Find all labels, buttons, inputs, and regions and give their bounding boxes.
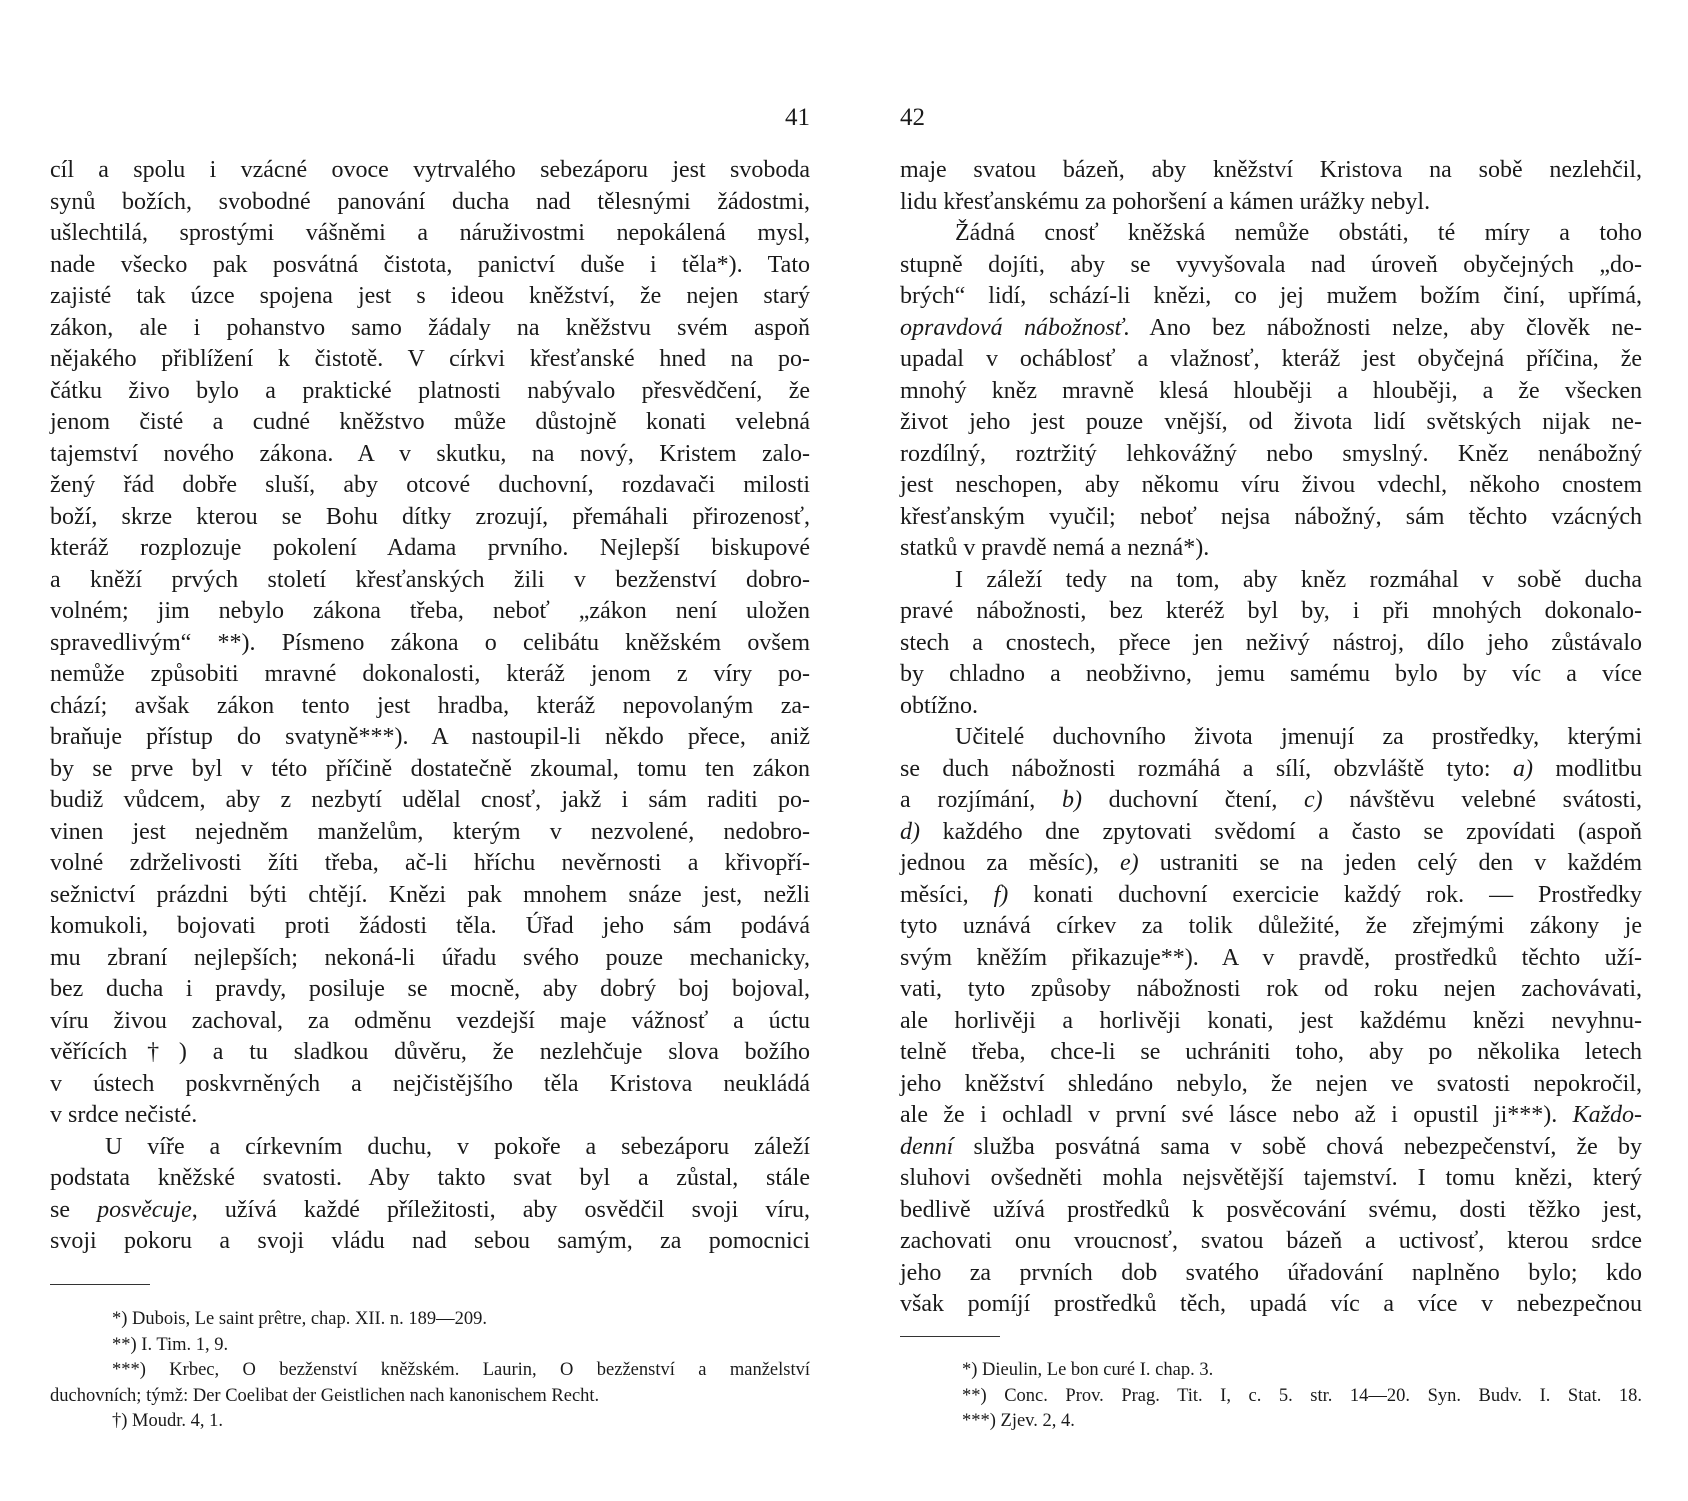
text-line: by chladno a neobživno, jemu samému bylo by víc a více <box>900 661 1642 687</box>
page-number: 41 <box>785 104 810 131</box>
text-line: volné zdrželivosti žíti třeba, ač-li hříchu nevěrnosti a křivopří- <box>50 850 810 876</box>
text-line <box>900 1100 1642 1132</box>
footnote: *) Dieulin, Le bon curé I. chap. 3. <box>962 1360 1214 1380</box>
text-line: I záleží tedy na tom, aby kněz rozmáhal v sobě ducha <box>955 566 1642 593</box>
footnote: †) Moudr. 4, 1. <box>112 1411 223 1431</box>
footnote: *) Dubois, Le saint prêtre, chap. XII. n. 189—209. <box>112 1309 488 1329</box>
text-line: mnohý kněz mravně klesá hlouběji a hlouběji, a že všecken <box>900 377 1642 404</box>
text-line: v ústech poskvrněných a nejčistějšího těla Kristova neukládá <box>50 1070 810 1097</box>
text-line: lidu křesťanskému za pohoršení a kámen urážky nebyl. <box>900 188 1431 215</box>
text-fragment: se duch nábožnosti rozmáhá a sílí, obzvláště tyto: <box>900 755 1513 782</box>
text-fragment: . Ano bez nábožnosti nelze, aby člověk ne- <box>1123 314 1642 341</box>
text-line: vati, tyto způsoby nábožnosti rok od roku nejen zachovávati, <box>900 976 1642 1002</box>
text-line: cíl a spolu i vzácné ovoce vytrvalého sebezáporu jest svoboda <box>50 157 810 183</box>
text-line: boží, skrze kterou se Bohu dítky zrozují, přemáhali přirozenosť, <box>50 503 810 530</box>
text-fragment: každého dne zpytovati svědomí a často se zpovídati (aspoň <box>920 818 1642 845</box>
text-line: brých“ lidí, schází-li knězi, co jej mužem božím činí, upřímá, <box>900 283 1642 309</box>
footnote: ***) Zjev. 2, 4. <box>962 1411 1075 1431</box>
text-line: v srdce nečisté. <box>50 1102 198 1128</box>
text-line: svým kněžím přikazuje**). A v pravdě, prostředků těchto uží- <box>900 944 1642 971</box>
text-line: jeho kněžství shledáno nebylo, že nejen ve svatosti nepokročil, <box>900 1070 1642 1097</box>
text-line: život jeho jest pouze vnější, od života lidí světských nijak ne- <box>900 409 1642 435</box>
text-line: statků v pravdě nemá a nezná*). <box>900 535 1210 561</box>
text-line <box>50 1195 810 1227</box>
left-page <box>50 0 810 1501</box>
text-line: volném; jim nebylo zákona třeba, neboť „zákon není uložen <box>50 598 810 624</box>
text-line: stech a cnostech, přece jen neživý nástroj, dílo jeho zůstávalo <box>900 629 1642 656</box>
text-line: jeho za prvních dob svatého úřadování naplněno bylo; kdo <box>900 1259 1642 1286</box>
text-line: žený řád dobře sluší, aby otcové duchovní, rozdavači milosti <box>50 472 810 498</box>
emphasis-text: d) <box>900 818 920 845</box>
text-line <box>900 1132 1642 1164</box>
text-line <box>900 880 1642 912</box>
text-line: pravé nábožnosti, bez kteréž byl by, i při mnohých dokonalo- <box>900 598 1642 624</box>
text-fragment: konati duchovní exercicie každý rok. — Prostředky <box>1008 881 1643 908</box>
text-line: víru živou zachoval, za odměnu vezdejší maje vážnosť a úctu <box>50 1007 810 1034</box>
text-line <box>900 848 1642 880</box>
body-text <box>900 155 1642 1321</box>
text-fragment: ale že i ochladl v první své lásce nebo až i opustil ji***). <box>900 1102 1573 1128</box>
text-line: synů božích, svobodné panování ducha nad tělesnými žádostmi, <box>50 188 810 215</box>
emphasis-text: denní <box>900 1133 954 1160</box>
text-line: by se prve byl v této příčině dostatečně zkoumal, tomu ten zákon <box>50 755 810 782</box>
text-line: nějakého přiblížení k čistotě. V církvi křesťanské hned na po- <box>50 346 810 372</box>
text-line: kteráž rozplozuje pokolení Adama prvního. Nejlepší biskupové <box>50 535 810 561</box>
text-line: maje svatou bázeň, aby kněžství Kristova na sobě nezlehčil, <box>900 157 1642 183</box>
text-fragment: ustraniti se na jeden celý den v každém <box>1138 850 1642 876</box>
text-line: podstata kněžské svatosti. Aby takto svat byl a zůstal, stále <box>50 1165 810 1191</box>
text-line: U víře a církevním duchu, v pokoře a sebezáporu záleží <box>105 1133 810 1160</box>
page-number: 42 <box>900 104 925 131</box>
emphasis-text: a) <box>1512 755 1533 782</box>
text-fragment: modlitbu <box>1532 755 1643 782</box>
text-line: braňuje přístup do svatyně***). A nastoupil-li někdo přece, aniž <box>50 724 810 750</box>
footnotes <box>50 1307 810 1435</box>
right-page <box>900 0 1642 1501</box>
text-line: vinen jest nejedněm manželům, kterým v nezvolené, nedobro- <box>50 818 810 845</box>
text-fragment: se <box>50 1196 98 1223</box>
footnote-divider <box>900 1336 1000 1337</box>
text-fragment: měsíci, <box>900 881 994 908</box>
text-line: chází; avšak zákon tento jest hradba, kteráž nepovolaným za- <box>50 692 810 719</box>
text-line: však pomíjí prostředků těch, upadá víc a více v nebezpečnou <box>900 1291 1642 1317</box>
text-line <box>900 313 1642 345</box>
text-line: komukoli, bojovati proti žádosti těla. Úřad jeho sám podává <box>50 913 810 939</box>
text-fragment: služba posvátná sama v sobě chová nebezpečenství, že by <box>953 1133 1642 1160</box>
text-line: telně třeba, chce-li se uchrániti toho, aby po několika letech <box>900 1039 1642 1065</box>
text-line <box>900 754 1642 786</box>
text-line: nemůže způsobiti mravné dokonalosti, kteráž jenom z víry po- <box>50 661 810 687</box>
text-line: rozdílný, roztržitý lehkovážný nebo smyslný. Kněz nenábožný <box>900 440 1642 467</box>
text-line: obtížno. <box>900 692 978 719</box>
text-line: Žádná cnosť kněžská nemůže obstáti, té míry a toho <box>955 220 1642 246</box>
text-line: věřících†) a tu sladkou důvěru, že nezlehčuje slova božího <box>50 1039 810 1065</box>
footnote: **) I. Tim. 1, 9. <box>112 1334 229 1355</box>
text-line: zajisté tak úzce spojena jest s ideou kněžství, že nejen starý <box>50 283 810 309</box>
text-line: jenom čisté a cudné kněžstvo může důstojně konati velebná <box>50 409 810 435</box>
text-line: mu zbraní nejlepších; nekoná-li úřadu svého pouze mechanicky, <box>50 944 810 971</box>
text-line: čátku živo bylo a praktické platnosti nabývalo přesvědčení, že <box>50 377 810 404</box>
text-line: křesťanským vyučil; neboť nejsa nábožný, sám těchto vzácných <box>900 503 1642 530</box>
text-line: jest neschopen, aby někomu víru živou vdechl, někoho cnostem <box>900 472 1642 498</box>
text-line: tyto uznává církev za tolik důležité, že zřejmými zákony je <box>900 913 1642 939</box>
footnote-divider <box>50 1284 150 1285</box>
text-line: stupně dojíti, aby se vyvyšovala nad úroveň obyčejných „do- <box>900 251 1642 278</box>
text-line <box>900 785 1642 817</box>
footnote: ***) Krbec, O bezženství kněžském. Laurin, O bezženství a manželství <box>112 1360 810 1380</box>
text-line: nade všecko pak posvátná čistota, panictví duše i těla*). Tato <box>50 251 810 278</box>
text-line: ale horlivěji a horlivěji konati, jest každému knězi nevyhnu- <box>900 1007 1642 1034</box>
text-fragment: , užívá každé příležitosti, aby osvědčil svoji víru, <box>191 1196 811 1223</box>
body-text <box>50 155 810 1258</box>
text-line <box>900 817 1642 849</box>
text-line: ušlechtilá, sprostými vášněmi a náruživostmi nepokálená mysl, <box>50 220 810 246</box>
text-line: bez ducha i pravdy, posiluje se mocně, aby dobrý boj bojoval, <box>50 976 810 1002</box>
text-line: zachovati onu vroucnosť, svatou bázeň a uctivosť, kterou srdce <box>900 1228 1642 1254</box>
text-line: a kněží prvých století křesťanských žili v bezženství dobro- <box>50 566 810 593</box>
text-fragment: a rozjímání, <box>900 787 1062 813</box>
footnotes <box>900 1358 1642 1435</box>
text-line: budiž vůdcem, aby z nezbytí udělal cnosť, jakž i sám raditi po- <box>50 787 810 813</box>
text-fragment: návštěvu velebné svátosti, <box>1322 787 1642 813</box>
emphasis-text: b) <box>1062 787 1082 813</box>
text-line: sluhovi ovšedněti mohla nejsvětější tajemství. I tomu knězi, který <box>900 1165 1642 1191</box>
emphasis-text: c) <box>1304 787 1323 813</box>
text-line: sežnictví prázdni býti chtějí. Knězi pak mnohem snáze jest, nežli <box>50 881 810 908</box>
emphasis-text: posvěcuje <box>97 1196 192 1223</box>
text-line: Učitelé duchovního života jmenují za prostředky, kterými <box>955 724 1642 750</box>
emphasis-text: opravdová nábožnosť <box>900 314 1124 341</box>
text-line: zákon, ale i pohanstvo samo žádaly na kněžstvu svém aspoň <box>50 314 810 341</box>
text-line: bedlivě užívá prostředků k posvěcování svému, dosti těžko jest, <box>900 1196 1642 1223</box>
footnote: duchovních; týmž: Der Coelibat der Geistlichen nach kanonischem Recht. <box>50 1385 600 1406</box>
text-fragment: duchovní čtení, <box>1082 787 1305 813</box>
emphasis-text: e) <box>1119 850 1139 876</box>
emphasis-text: f) <box>993 881 1009 908</box>
footnote: **) Conc. Prov. Prag. Tit. I, c. 5. str. 14—20. Syn. Budv. I. Stat. 18. <box>962 1385 1642 1406</box>
text-line: tajemství nového zákona. A v skutku, na nový, Kristem zalo- <box>50 440 810 467</box>
text-fragment: jednou za měsíc), <box>900 850 1120 876</box>
text-line: spravedlivým“ **). Písmeno zákona o celibátu kněžském ovšem <box>50 629 810 656</box>
text-line: upadal v ocháblosť a vlažnosť, kteráž jest obyčejná příčina, že <box>900 346 1642 372</box>
text-line: svoji pokoru a svoji vládu nad sebou samým, za pomocnici <box>50 1228 810 1254</box>
emphasis-text: Každo- <box>1572 1102 1642 1128</box>
